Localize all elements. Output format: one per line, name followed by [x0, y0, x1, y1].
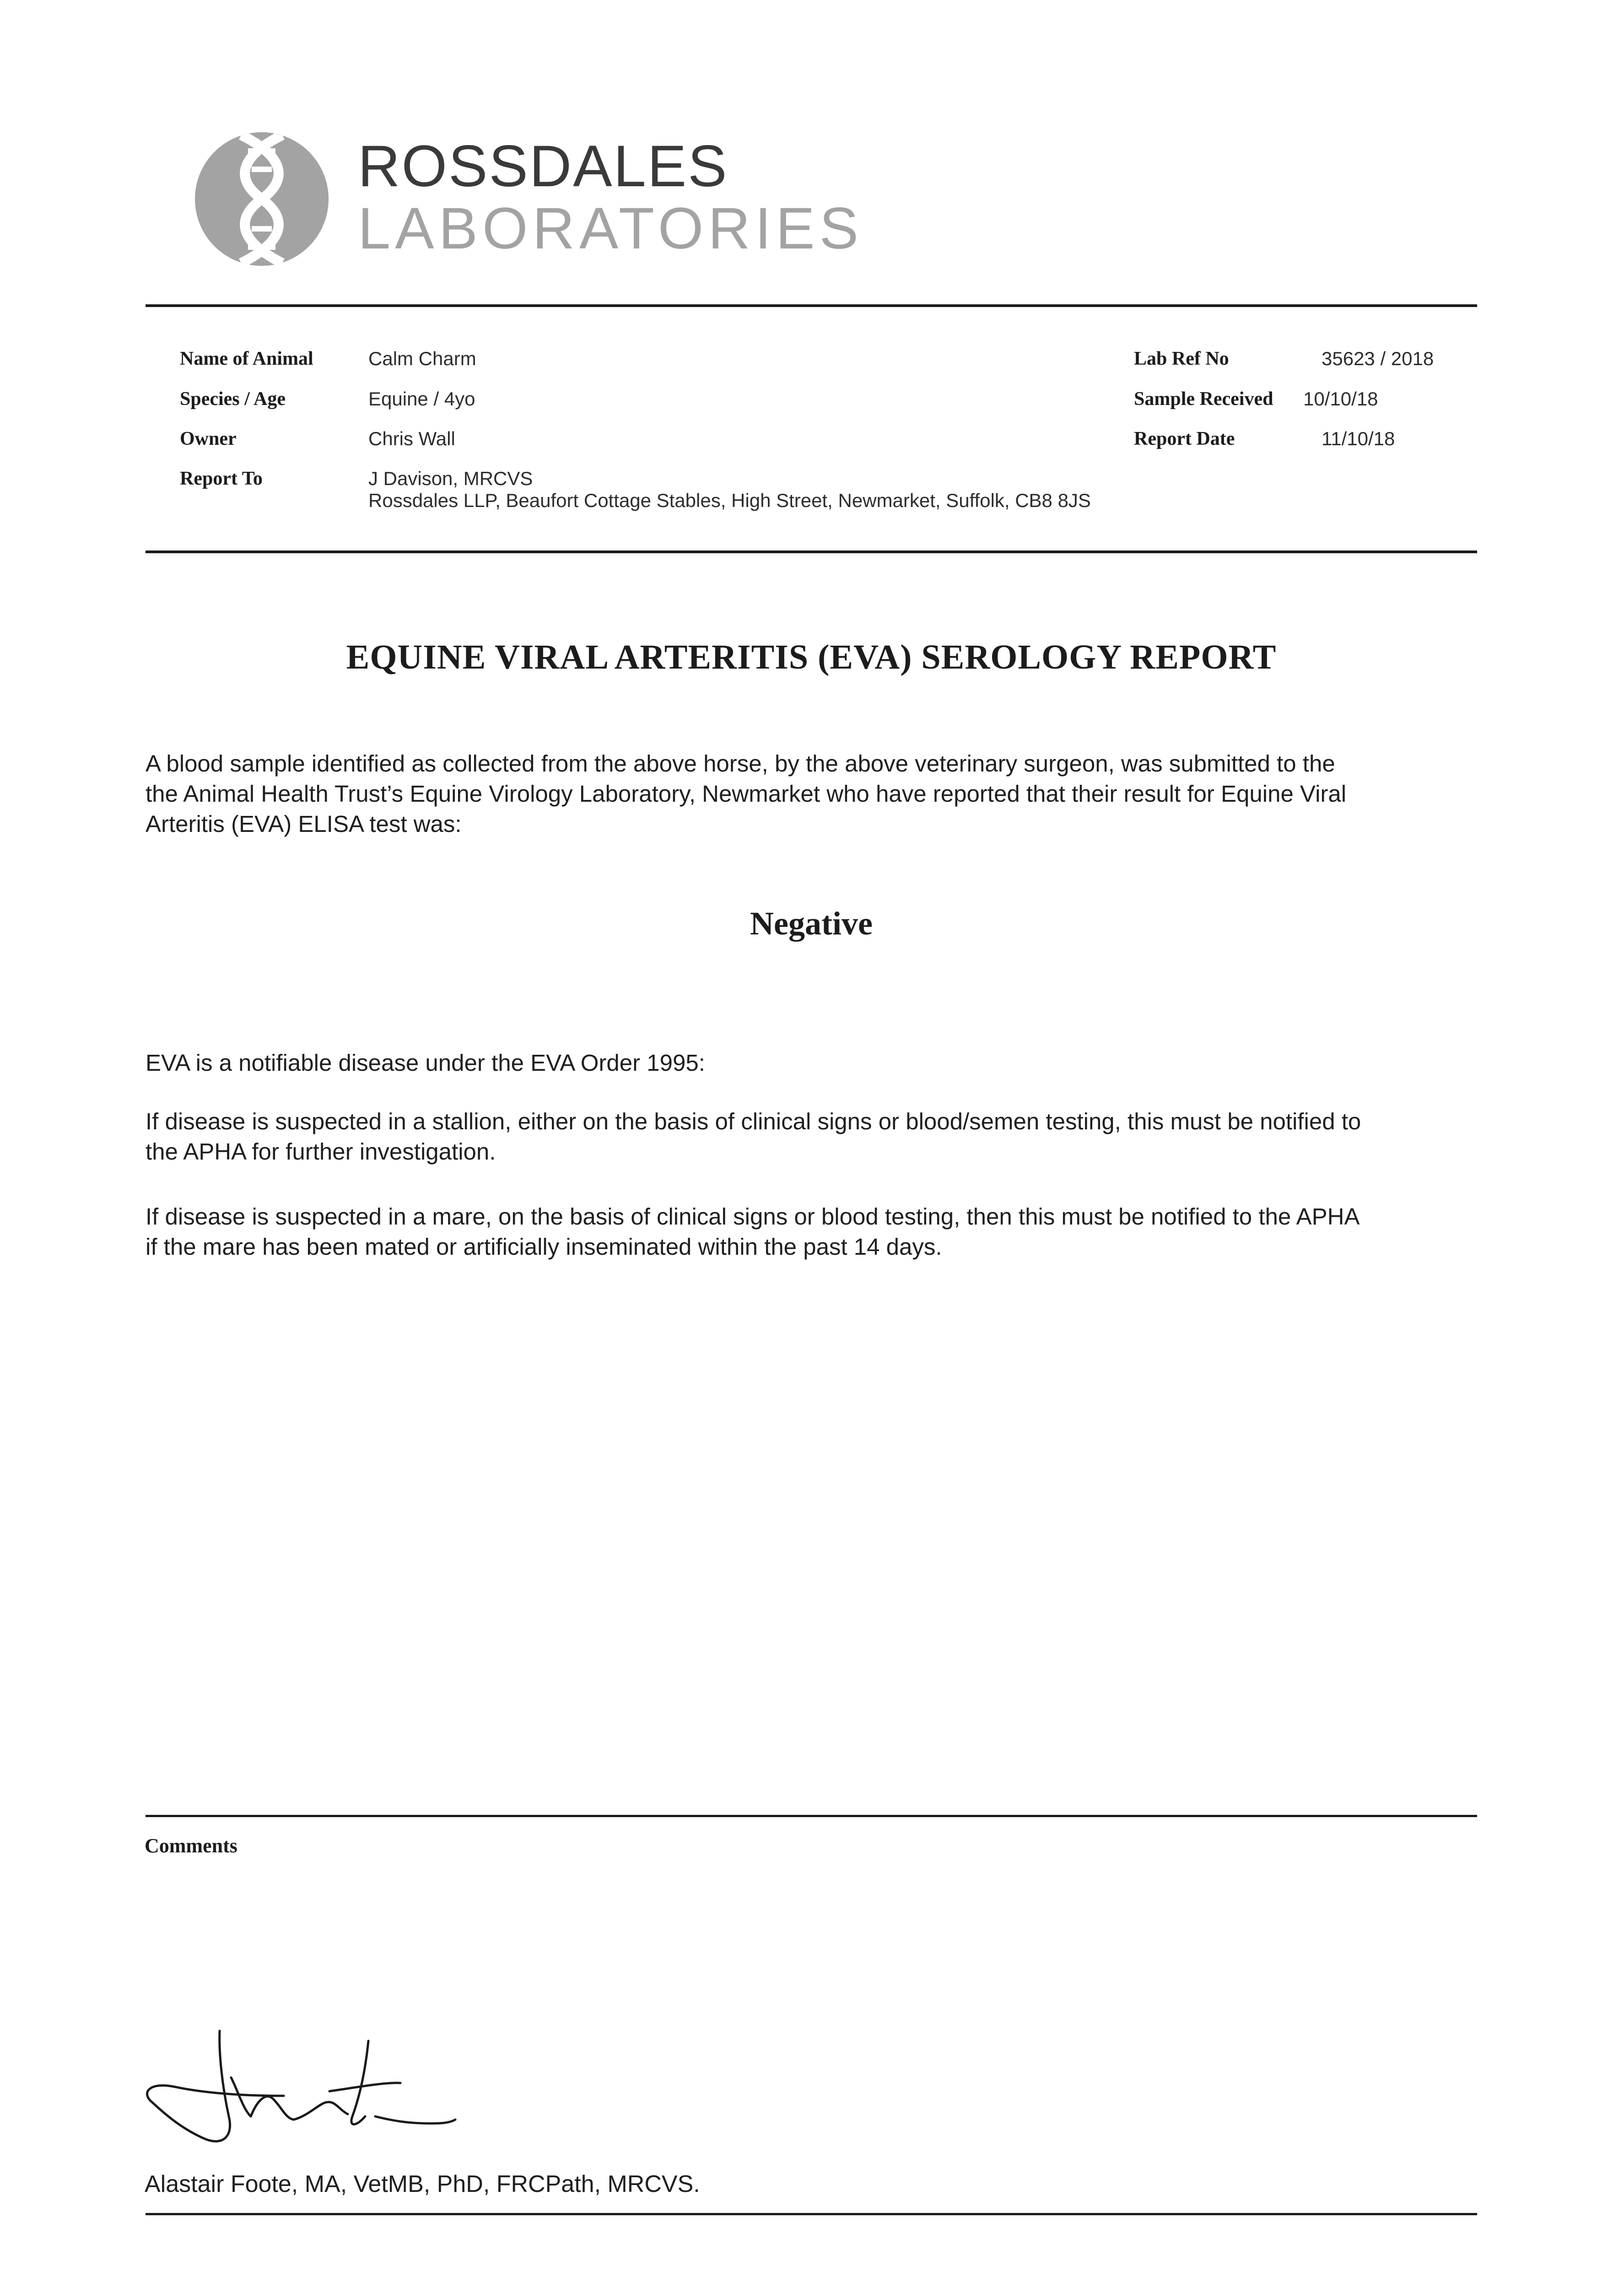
intro-line-2: the Animal Health Trust’s Equine Virology Laboratory, Newmarket who have reported that their result for Equine Viral — [146, 781, 1347, 807]
lab-ref-value: 35623 / 2018 — [1322, 348, 1434, 369]
species-age-value: Equine / 4yo — [368, 388, 475, 410]
comments-label: Comments — [145, 1835, 237, 1857]
intro-paragraph — [146, 749, 1477, 839]
stallion-line-1: If disease is suspected in a stallion, either on the basis of clinical signs or blood/semen testing, this must be notified to — [146, 1108, 1361, 1134]
notifiable-paragraph: EVA is a notifiable disease under the EVA Order 1995: — [146, 1050, 705, 1076]
mare-line-1: If disease is suspected in a mare, on the basis of clinical signs or blood testing, then this must be notified to the APHA — [146, 1203, 1360, 1230]
report-title: EQUINE VIRAL ARTERITIS (EVA) SEROLOGY REPORT — [346, 638, 1277, 676]
intro-line-1: A blood sample identified as collected from the above horse, by the above veterinary surgeon, was submitted to the — [146, 750, 1335, 777]
owner-value: Chris Wall — [368, 428, 455, 449]
header-divider — [146, 304, 1477, 307]
name-of-animal-label: Name of Animal — [180, 348, 313, 369]
test-result: Negative — [750, 905, 873, 942]
mare-paragraph — [146, 1202, 1477, 1262]
report-date-label: Report Date — [1134, 428, 1235, 449]
info-divider — [146, 550, 1477, 553]
report-to-label: Report To — [180, 468, 263, 489]
dna-logo-icon — [193, 130, 330, 268]
signatory-name: Alastair Foote, MA, VetMB, PhD, FRCPath, MRCVS. — [145, 2171, 700, 2197]
report-to-address: Rossdales LLP, Beaufort Cottage Stables, High Street, Newmarket, Suffolk, CB8 8JS — [368, 490, 1091, 511]
name-of-animal-value: Calm Charm — [368, 348, 476, 369]
sample-received-label: Sample Received — [1134, 389, 1273, 410]
stallion-line-2: the APHA for further investigation. — [146, 1139, 496, 1165]
report-to-name: J Davison, MRCVS — [368, 468, 533, 489]
owner-label: Owner — [180, 428, 237, 449]
brand-name-line1: ROSSDALES — [358, 134, 728, 199]
sample-received-value: 10/10/18 — [1303, 388, 1378, 410]
species-age-label: Species / Age — [180, 389, 286, 410]
signature-image — [137, 2023, 494, 2160]
stallion-paragraph — [146, 1106, 1477, 1167]
report-date-value: 11/10/18 — [1322, 428, 1395, 449]
mare-line-2: if the mare has been mated or artificially inseminated within the past 14 days. — [146, 1234, 942, 1260]
brand-name-line2: LABORATORIES — [358, 196, 863, 261]
footer-divider — [146, 2213, 1477, 2215]
intro-line-3: Arteritis (EVA) ELISA test was: — [146, 811, 462, 837]
comments-divider — [146, 1815, 1477, 1817]
lab-ref-label: Lab Ref No — [1134, 348, 1229, 369]
